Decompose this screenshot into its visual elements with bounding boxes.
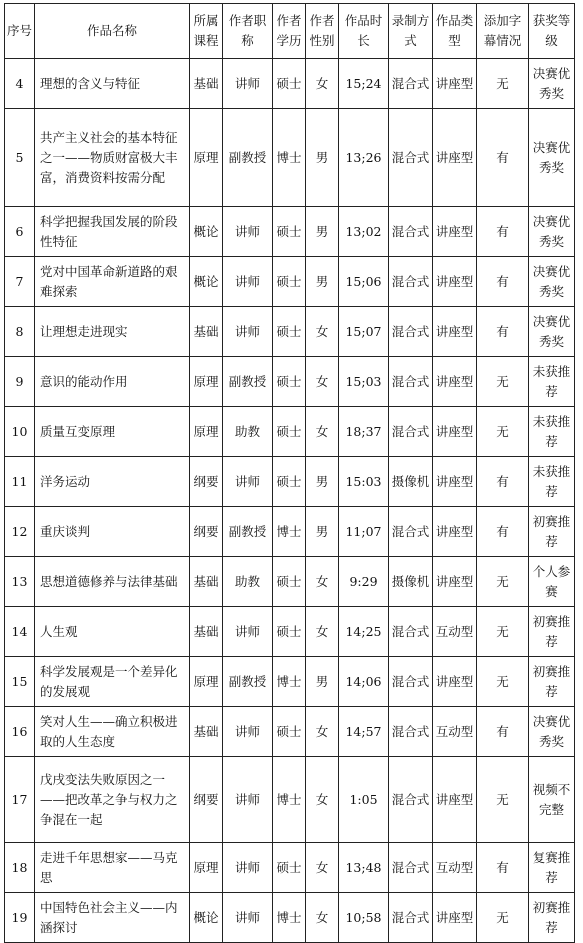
cell-degree: 硕士 xyxy=(273,357,306,407)
cell-degree: 硕士 xyxy=(273,557,306,607)
cell-index: 5 xyxy=(5,109,35,207)
cell-subtitle: 有 xyxy=(477,207,529,257)
cell-gender: 女 xyxy=(306,707,339,757)
cell-subtitle: 有 xyxy=(477,307,529,357)
cell-rank: 助教 xyxy=(223,407,273,457)
cell-index: 17 xyxy=(5,757,35,843)
cell-rank: 讲师 xyxy=(223,457,273,507)
cell-degree: 博士 xyxy=(273,507,306,557)
cell-index: 4 xyxy=(5,59,35,109)
cell-duration: 9:29 xyxy=(339,557,389,607)
cell-rank: 讲师 xyxy=(223,607,273,657)
cell-duration: 14;06 xyxy=(339,657,389,707)
cell-course: 原理 xyxy=(190,357,223,407)
header-course: 所属课程 xyxy=(190,4,223,59)
header-subtitle: 添加字幕情况 xyxy=(477,4,529,59)
table-row xyxy=(5,207,575,257)
cell-course: 原理 xyxy=(190,657,223,707)
cell-type: 互动型 xyxy=(433,707,477,757)
cell-subtitle: 有 xyxy=(477,707,529,757)
cell-type: 讲座型 xyxy=(433,109,477,207)
table-row xyxy=(5,457,575,507)
cell-duration: 15;03 xyxy=(339,357,389,407)
cell-record-method: 混合式 xyxy=(389,893,433,943)
cell-type: 讲座型 xyxy=(433,657,477,707)
cell-gender: 男 xyxy=(306,207,339,257)
cell-duration: 14;25 xyxy=(339,607,389,657)
cell-title: 质量互变原理 xyxy=(35,407,190,457)
cell-degree: 博士 xyxy=(273,893,306,943)
cell-title: 笑对人生——确立积极进取的人生态度 xyxy=(35,707,190,757)
cell-award: 未获推荐 xyxy=(529,457,575,507)
cell-award: 决赛优秀奖 xyxy=(529,59,575,109)
cell-title: 走进千年思想家——马克思 xyxy=(35,843,190,893)
cell-award: 复赛推荐 xyxy=(529,843,575,893)
award-table xyxy=(4,3,575,943)
cell-rank: 助教 xyxy=(223,557,273,607)
table-row xyxy=(5,557,575,607)
cell-index: 16 xyxy=(5,707,35,757)
cell-record-method: 混合式 xyxy=(389,59,433,109)
cell-rank: 讲师 xyxy=(223,59,273,109)
table-row xyxy=(5,843,575,893)
cell-gender: 女 xyxy=(306,757,339,843)
header-duration: 作品时长 xyxy=(339,4,389,59)
cell-rank: 讲师 xyxy=(223,257,273,307)
cell-type: 讲座型 xyxy=(433,307,477,357)
cell-record-method: 混合式 xyxy=(389,257,433,307)
cell-gender: 男 xyxy=(306,507,339,557)
cell-course: 基础 xyxy=(190,707,223,757)
cell-course: 原理 xyxy=(190,407,223,457)
cell-gender: 女 xyxy=(306,607,339,657)
cell-title: 共产主义社会的基本特征之一——物质财富极大丰富，消费资料按需分配 xyxy=(35,109,190,207)
cell-award: 初赛推荐 xyxy=(529,657,575,707)
cell-title: 中国特色社会主义——内涵探讨 xyxy=(35,893,190,943)
cell-record-method: 摄像机 xyxy=(389,457,433,507)
table-row xyxy=(5,657,575,707)
cell-type: 讲座型 xyxy=(433,457,477,507)
table-container xyxy=(4,3,575,943)
cell-gender: 男 xyxy=(306,109,339,207)
cell-gender: 女 xyxy=(306,407,339,457)
cell-type: 讲座型 xyxy=(433,893,477,943)
cell-duration: 15;24 xyxy=(339,59,389,109)
cell-title: 科学发展观是一个差异化的发展观 xyxy=(35,657,190,707)
header-row xyxy=(5,4,575,59)
cell-record-method: 混合式 xyxy=(389,507,433,557)
cell-index: 11 xyxy=(5,457,35,507)
cell-degree: 硕士 xyxy=(273,607,306,657)
table-row xyxy=(5,757,575,843)
cell-index: 10 xyxy=(5,407,35,457)
table-row xyxy=(5,257,575,307)
cell-degree: 硕士 xyxy=(273,207,306,257)
cell-title: 思想道德修养与法律基础 xyxy=(35,557,190,607)
cell-award: 未获推荐 xyxy=(529,357,575,407)
header-record-method: 录制方式 xyxy=(389,4,433,59)
cell-gender: 男 xyxy=(306,257,339,307)
cell-title: 党对中国革命新道路的艰难探索 xyxy=(35,257,190,307)
cell-title: 重庆谈判 xyxy=(35,507,190,557)
cell-type: 讲座型 xyxy=(433,557,477,607)
table-row xyxy=(5,893,575,943)
header-index: 序号 xyxy=(5,4,35,59)
cell-subtitle: 无 xyxy=(477,357,529,407)
cell-record-method: 混合式 xyxy=(389,657,433,707)
cell-rank: 讲师 xyxy=(223,757,273,843)
cell-course: 概论 xyxy=(190,207,223,257)
cell-rank: 副教授 xyxy=(223,657,273,707)
cell-subtitle: 无 xyxy=(477,893,529,943)
table-row xyxy=(5,407,575,457)
cell-course: 基础 xyxy=(190,557,223,607)
cell-duration: 15:03 xyxy=(339,457,389,507)
cell-subtitle: 有 xyxy=(477,457,529,507)
header-title: 作品名称 xyxy=(35,4,190,59)
header-gender: 作者性别 xyxy=(306,4,339,59)
cell-index: 14 xyxy=(5,607,35,657)
cell-duration: 13;48 xyxy=(339,843,389,893)
cell-index: 13 xyxy=(5,557,35,607)
header-award: 获奖等级 xyxy=(529,4,575,59)
cell-course: 原理 xyxy=(190,109,223,207)
cell-type: 互动型 xyxy=(433,843,477,893)
cell-degree: 硕士 xyxy=(273,407,306,457)
cell-gender: 女 xyxy=(306,893,339,943)
cell-rank: 讲师 xyxy=(223,207,273,257)
cell-degree: 硕士 xyxy=(273,707,306,757)
cell-award: 决赛优秀奖 xyxy=(529,707,575,757)
cell-index: 12 xyxy=(5,507,35,557)
cell-rank: 副教授 xyxy=(223,109,273,207)
cell-subtitle: 无 xyxy=(477,557,529,607)
cell-gender: 女 xyxy=(306,843,339,893)
table-row xyxy=(5,109,575,207)
cell-duration: 1:05 xyxy=(339,757,389,843)
cell-award: 个人参赛 xyxy=(529,557,575,607)
cell-duration: 13;02 xyxy=(339,207,389,257)
cell-rank: 讲师 xyxy=(223,893,273,943)
cell-type: 讲座型 xyxy=(433,507,477,557)
cell-type: 讲座型 xyxy=(433,357,477,407)
cell-duration: 15;06 xyxy=(339,257,389,307)
cell-subtitle: 无 xyxy=(477,59,529,109)
cell-gender: 女 xyxy=(306,557,339,607)
cell-rank: 讲师 xyxy=(223,307,273,357)
cell-award: 决赛优秀奖 xyxy=(529,109,575,207)
cell-record-method: 混合式 xyxy=(389,207,433,257)
cell-course: 基础 xyxy=(190,59,223,109)
cell-title: 让理想走进现实 xyxy=(35,307,190,357)
header-type: 作品类型 xyxy=(433,4,477,59)
cell-award: 未获推荐 xyxy=(529,407,575,457)
cell-type: 讲座型 xyxy=(433,59,477,109)
cell-subtitle: 无 xyxy=(477,407,529,457)
cell-degree: 硕士 xyxy=(273,457,306,507)
cell-degree: 硕士 xyxy=(273,257,306,307)
cell-index: 18 xyxy=(5,843,35,893)
cell-rank: 副教授 xyxy=(223,357,273,407)
cell-subtitle: 有 xyxy=(477,109,529,207)
table-row xyxy=(5,357,575,407)
cell-type: 讲座型 xyxy=(433,407,477,457)
cell-subtitle: 无 xyxy=(477,757,529,843)
cell-title: 科学把握我国发展的阶段性特征 xyxy=(35,207,190,257)
table-row xyxy=(5,507,575,557)
cell-award: 视频不完整 xyxy=(529,757,575,843)
cell-record-method: 摄像机 xyxy=(389,557,433,607)
cell-degree: 博士 xyxy=(273,109,306,207)
cell-subtitle: 无 xyxy=(477,607,529,657)
cell-record-method: 混合式 xyxy=(389,109,433,207)
cell-rank: 副教授 xyxy=(223,507,273,557)
cell-index: 6 xyxy=(5,207,35,257)
cell-degree: 硕士 xyxy=(273,307,306,357)
cell-award: 初赛推荐 xyxy=(529,507,575,557)
table-row xyxy=(5,307,575,357)
cell-duration: 15;07 xyxy=(339,307,389,357)
cell-subtitle: 有 xyxy=(477,843,529,893)
cell-degree: 硕士 xyxy=(273,843,306,893)
cell-duration: 10;58 xyxy=(339,893,389,943)
cell-course: 概论 xyxy=(190,257,223,307)
cell-title: 洋务运动 xyxy=(35,457,190,507)
cell-type: 讲座型 xyxy=(433,757,477,843)
table-row xyxy=(5,607,575,657)
cell-index: 7 xyxy=(5,257,35,307)
cell-gender: 女 xyxy=(306,307,339,357)
cell-gender: 男 xyxy=(306,457,339,507)
cell-subtitle: 有 xyxy=(477,257,529,307)
cell-degree: 硕士 xyxy=(273,59,306,109)
cell-award: 决赛优秀奖 xyxy=(529,257,575,307)
cell-record-method: 混合式 xyxy=(389,843,433,893)
cell-award: 初赛推荐 xyxy=(529,893,575,943)
cell-title: 戊戌变法失败原因之一——把改革之争与权力之争混在一起 xyxy=(35,757,190,843)
cell-course: 纲要 xyxy=(190,757,223,843)
cell-course: 基础 xyxy=(190,307,223,357)
cell-rank: 讲师 xyxy=(223,707,273,757)
cell-gender: 男 xyxy=(306,657,339,707)
table-row xyxy=(5,707,575,757)
cell-degree: 博士 xyxy=(273,757,306,843)
cell-index: 19 xyxy=(5,893,35,943)
cell-rank: 讲师 xyxy=(223,843,273,893)
table-row xyxy=(5,59,575,109)
cell-duration: 18;37 xyxy=(339,407,389,457)
header-rank: 作者职称 xyxy=(223,4,273,59)
cell-course: 纲要 xyxy=(190,507,223,557)
cell-index: 9 xyxy=(5,357,35,407)
cell-title: 人生观 xyxy=(35,607,190,657)
cell-type: 互动型 xyxy=(433,607,477,657)
cell-record-method: 混合式 xyxy=(389,357,433,407)
cell-index: 8 xyxy=(5,307,35,357)
cell-type: 讲座型 xyxy=(433,207,477,257)
cell-record-method: 混合式 xyxy=(389,607,433,657)
cell-subtitle: 无 xyxy=(477,657,529,707)
header-degree: 作者学历 xyxy=(273,4,306,59)
cell-index: 15 xyxy=(5,657,35,707)
cell-subtitle: 有 xyxy=(477,507,529,557)
cell-award: 初赛推荐 xyxy=(529,607,575,657)
cell-title: 理想的含义与特征 xyxy=(35,59,190,109)
cell-course: 基础 xyxy=(190,607,223,657)
cell-course: 原理 xyxy=(190,843,223,893)
cell-course: 概论 xyxy=(190,893,223,943)
cell-record-method: 混合式 xyxy=(389,307,433,357)
cell-course: 纲要 xyxy=(190,457,223,507)
cell-duration: 13;26 xyxy=(339,109,389,207)
cell-award: 决赛优秀奖 xyxy=(529,307,575,357)
cell-title: 意识的能动作用 xyxy=(35,357,190,407)
cell-record-method: 混合式 xyxy=(389,757,433,843)
cell-gender: 女 xyxy=(306,59,339,109)
cell-duration: 14;57 xyxy=(339,707,389,757)
cell-degree: 博士 xyxy=(273,657,306,707)
cell-duration: 11;07 xyxy=(339,507,389,557)
cell-record-method: 混合式 xyxy=(389,707,433,757)
cell-type: 讲座型 xyxy=(433,257,477,307)
cell-gender: 女 xyxy=(306,357,339,407)
cell-record-method: 混合式 xyxy=(389,407,433,457)
cell-award: 决赛优秀奖 xyxy=(529,207,575,257)
